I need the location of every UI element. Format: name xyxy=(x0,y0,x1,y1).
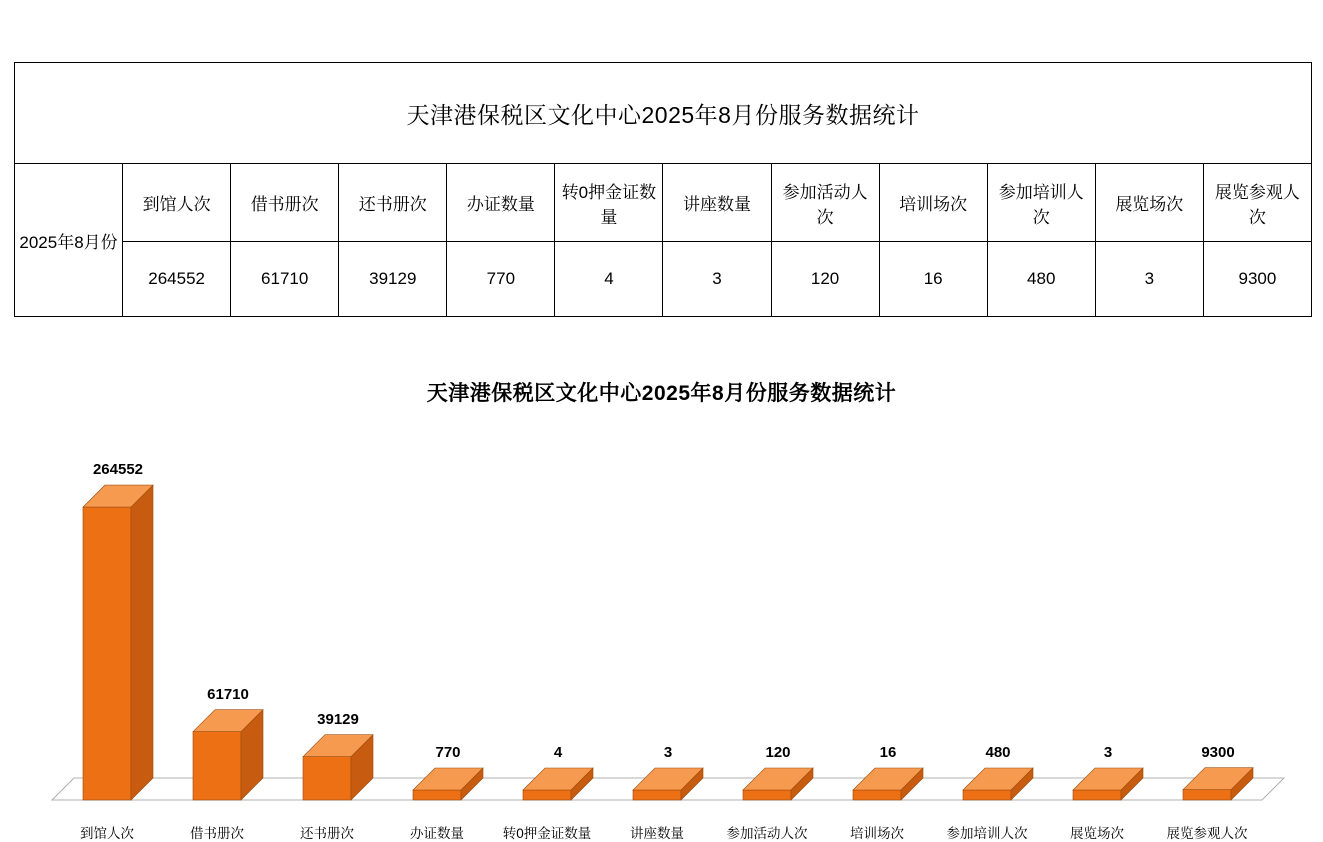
column-header-0: 到馆人次 xyxy=(123,164,231,242)
table-cell-value-10: 9300 xyxy=(1203,242,1311,317)
table-cell-value-7: 16 xyxy=(879,242,987,317)
bar-value-label: 4 xyxy=(553,744,563,761)
category-label: 讲座数量 xyxy=(630,826,684,841)
column-header-5: 讲座数量 xyxy=(663,164,771,242)
bar-value-label: 480 xyxy=(985,744,1011,761)
statistics-table-container xyxy=(14,62,1312,317)
column-header-2: 还书册次 xyxy=(339,164,447,242)
category-label: 办证数量 xyxy=(410,826,464,841)
bar-chart xyxy=(0,355,1323,841)
table-title: 天津港保税区文化中心2025年8月份服务数据统计 xyxy=(15,63,1312,164)
category-label: 展览参观人次 xyxy=(1166,826,1248,841)
bar-value-label: 9300 xyxy=(1201,743,1235,761)
statistics-table xyxy=(14,62,1312,317)
column-header-1: 借书册次 xyxy=(231,164,339,242)
bar-value-label: 3 xyxy=(1103,744,1113,761)
column-header-7: 培训场次 xyxy=(879,164,987,242)
category-label: 参加活动人次 xyxy=(726,826,808,841)
table-cell-value-8: 480 xyxy=(987,242,1095,317)
bar-value-label: 3 xyxy=(663,744,673,761)
table-cell-value-4: 4 xyxy=(555,242,663,317)
table-cell-value-0: 264552 xyxy=(123,242,231,317)
category-label: 参加培训人次 xyxy=(946,826,1028,841)
table-cell-value-9: 3 xyxy=(1095,242,1203,317)
bar-value-label: 770 xyxy=(435,744,461,761)
bar-value-label: 264552 xyxy=(92,461,144,479)
bar-value-label: 39129 xyxy=(317,710,359,728)
column-header-8: 参加培训人次 xyxy=(987,164,1095,242)
bar-value-label: 61710 xyxy=(207,685,249,703)
bar-value-label: 120 xyxy=(765,744,791,761)
category-label: 转0押金证数量 xyxy=(502,826,592,841)
column-header-4: 转0押金证数量 xyxy=(555,164,663,242)
table-cell-value-2: 39129 xyxy=(339,242,447,317)
chart-svg xyxy=(0,415,1323,835)
table-cell-value-1: 61710 xyxy=(231,242,339,317)
column-header-3: 办证数量 xyxy=(447,164,555,242)
row-header-month: 2025年8月份 xyxy=(15,164,123,317)
table-row-values xyxy=(15,242,1312,317)
table-cell-value-3: 770 xyxy=(447,242,555,317)
category-label: 借书册次 xyxy=(190,826,244,841)
chart-title: 天津港保税区文化中心2025年8月份服务数据统计 xyxy=(426,382,897,405)
category-label: 展览场次 xyxy=(1070,826,1124,841)
chart-plot-area xyxy=(0,415,1323,841)
category-label: 培训场次 xyxy=(850,826,904,841)
table-row-title xyxy=(15,63,1312,164)
column-header-10: 展览参观人次 xyxy=(1203,164,1311,242)
table-cell-value-6: 120 xyxy=(771,242,879,317)
table-row-header xyxy=(15,164,1312,242)
table-cell-value-5: 3 xyxy=(663,242,771,317)
category-label: 还书册次 xyxy=(300,826,354,841)
category-label: 到馆人次 xyxy=(80,826,134,841)
bar-value-label: 16 xyxy=(879,744,897,761)
column-header-6: 参加活动人次 xyxy=(771,164,879,242)
column-header-9: 展览场次 xyxy=(1095,164,1203,242)
